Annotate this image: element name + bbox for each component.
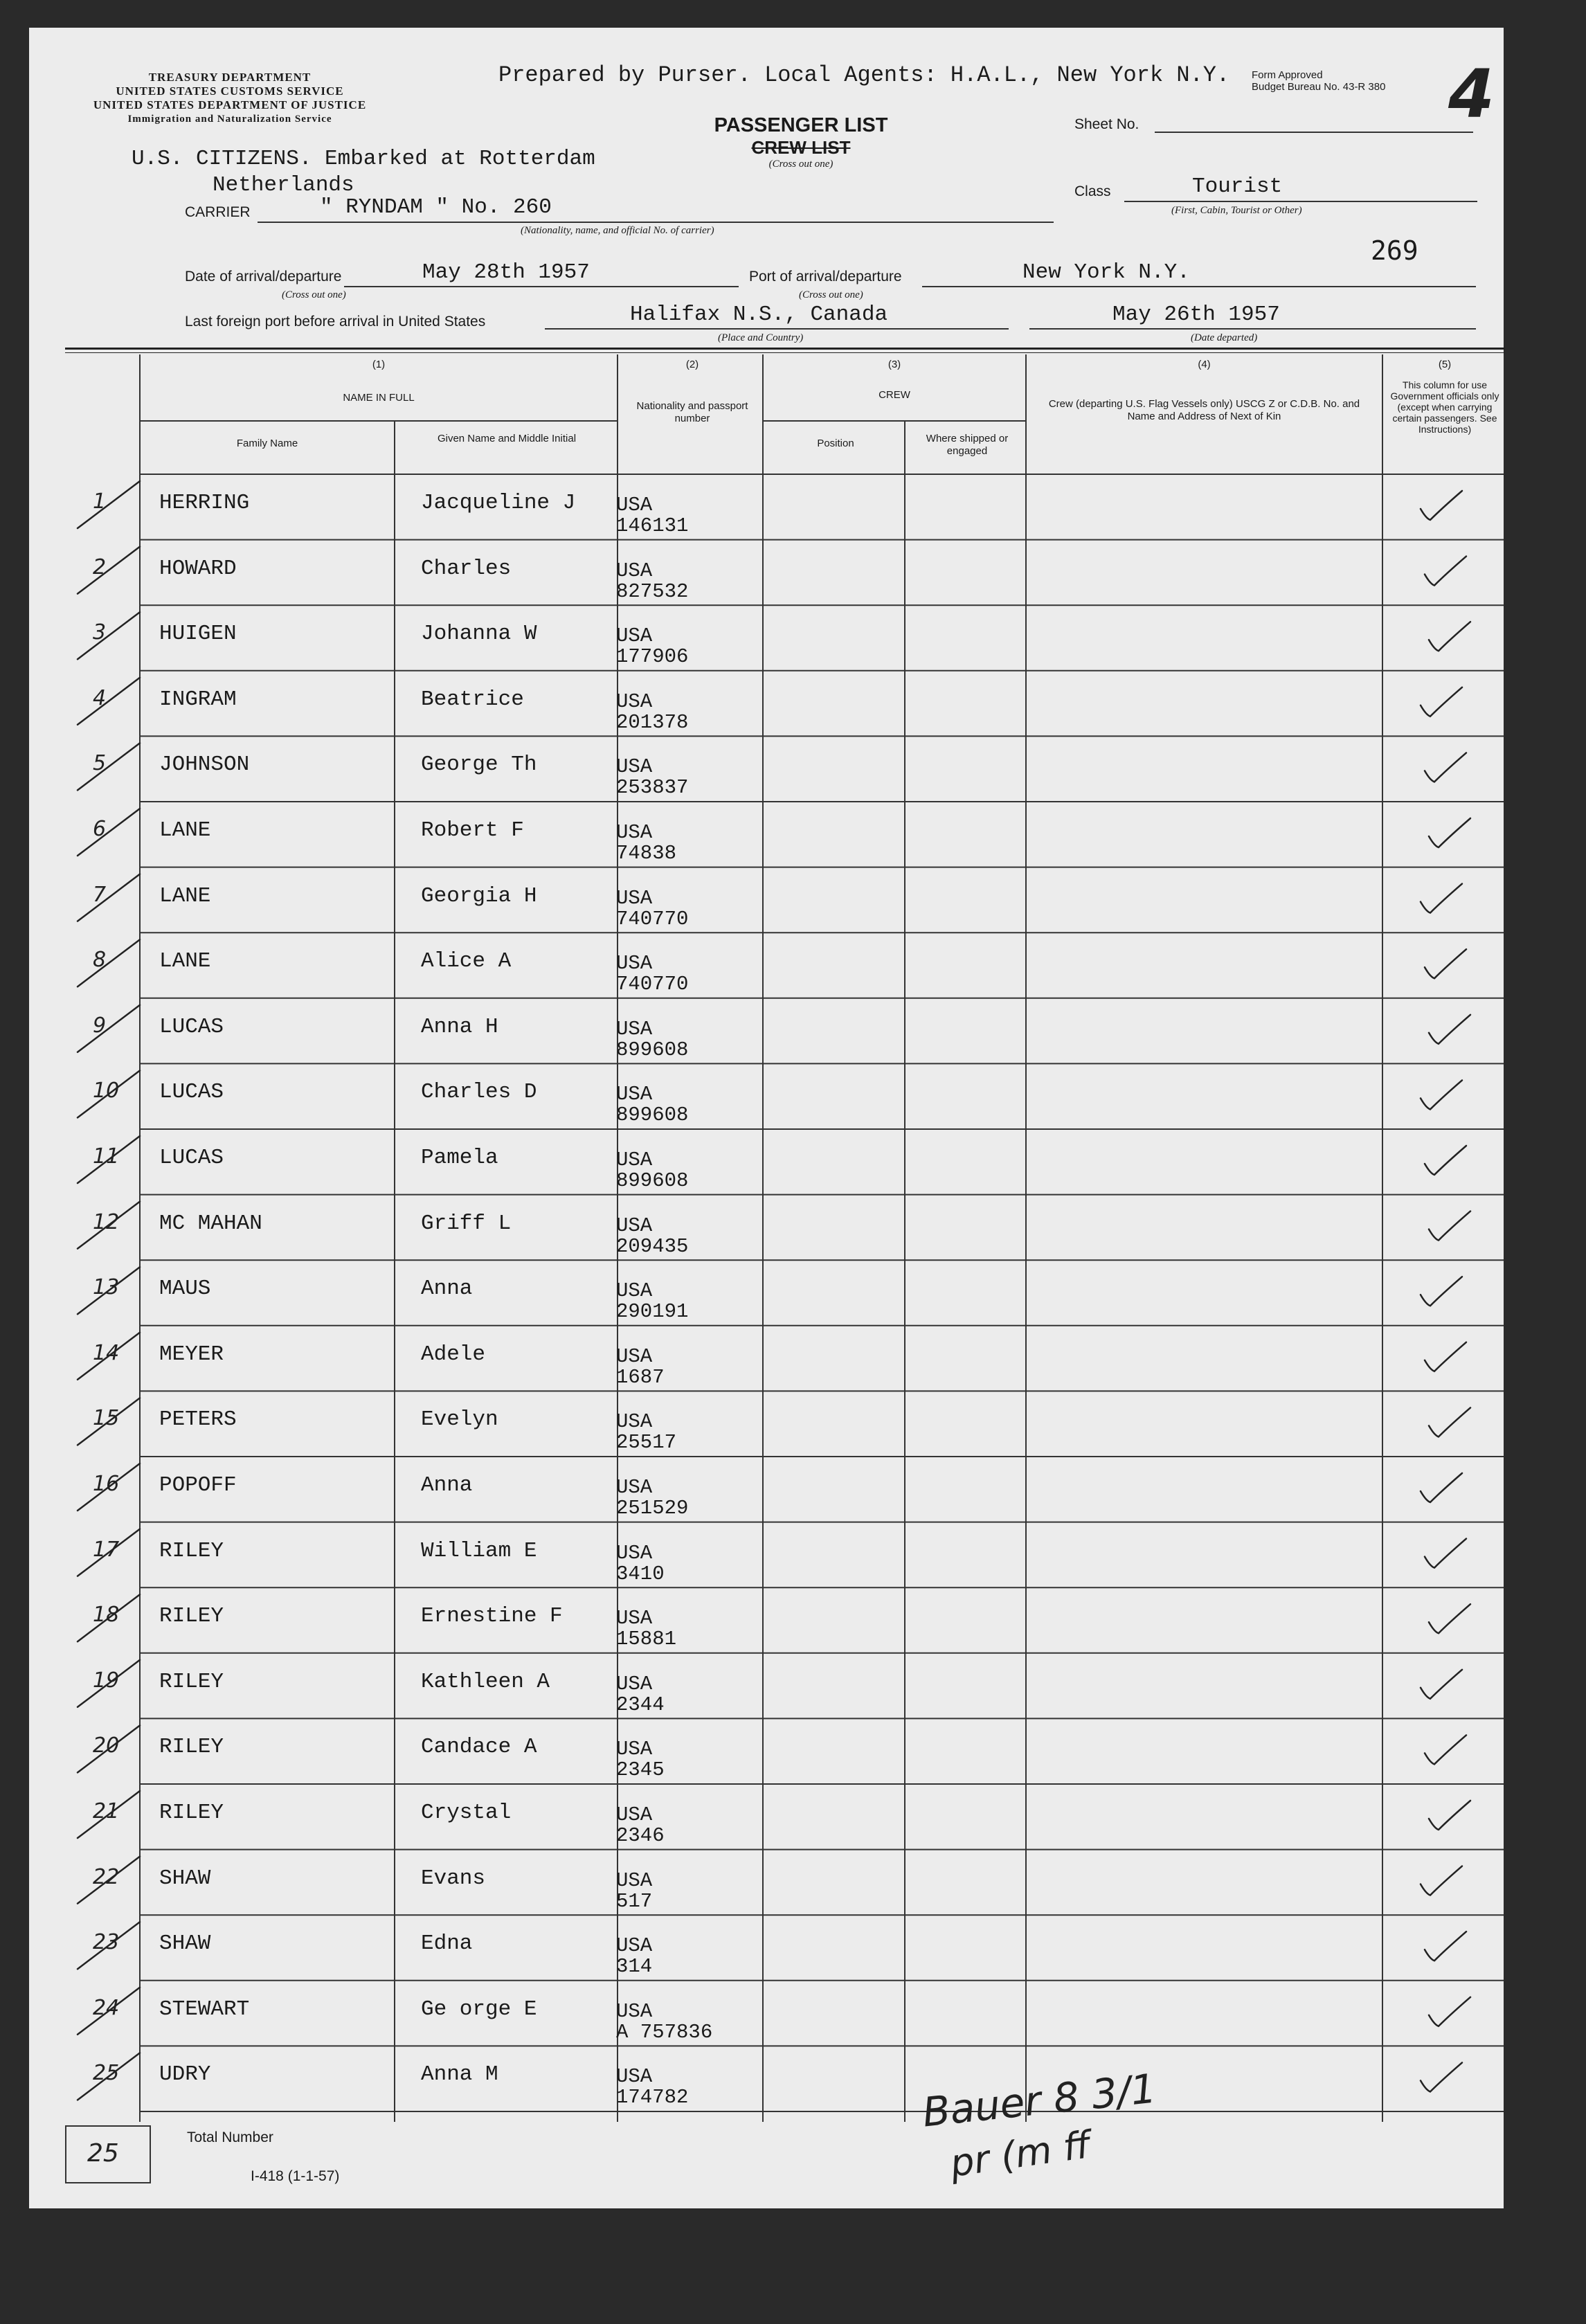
row-number: 14 (93, 1340, 120, 1365)
nationality: USA (616, 1214, 653, 1237)
cross-out-note-2: (Cross out one) (282, 289, 346, 300)
official-check-mark (1425, 1342, 1466, 1371)
row-number: 1 (93, 489, 107, 514)
cross-out-note-3: (Cross out one) (799, 289, 863, 300)
row-number: 17 (93, 1537, 120, 1562)
passenger-list-title: PASSENGER LIST (714, 114, 888, 136)
sheet-no-label: Sheet No. (1074, 116, 1139, 132)
row-number: 21 (93, 1799, 120, 1823)
given-name: Anna M (421, 2062, 498, 2087)
nationality: USA (616, 1279, 653, 1303)
passport-number: 146131 (616, 514, 689, 537)
family-name: RILEY (159, 1604, 224, 1629)
given-name: Alice A (421, 949, 512, 974)
official-check-mark (1421, 491, 1462, 520)
passport-number: 251529 (616, 1497, 689, 1520)
row-number: 3 (93, 620, 107, 645)
passport-number: 740770 (616, 973, 689, 996)
given-name: Beatrice (421, 687, 524, 712)
col1-number: (1) (372, 359, 386, 370)
official-check-mark (1421, 1473, 1462, 1502)
official-check-mark (1425, 1735, 1466, 1764)
official-check-mark (1425, 949, 1466, 978)
official-check-mark (1429, 1801, 1470, 1830)
official-check-mark (1421, 1670, 1462, 1699)
row-number: 25 (93, 2061, 120, 2086)
given-name: Anna (421, 1277, 473, 1301)
family-name: JOHNSON (159, 753, 250, 777)
embark-line-2: Netherlands (213, 173, 354, 197)
passport-number: 1687 (616, 1365, 665, 1389)
col4-title: Crew (departing U.S. Flag Vessels only) USCG Z or C.D.B. No. and Name and Address of Next of Kin (1048, 398, 1360, 422)
nationality: USA (616, 1476, 653, 1499)
last-port-label: Last foreign port before arrival in United States (185, 314, 486, 330)
family-name: UDRY (159, 2062, 211, 2087)
class-value: Tourist (1192, 174, 1283, 199)
given-name: Pamela (421, 1146, 498, 1170)
last-port-value: Halifax N.S., Canada (630, 303, 888, 327)
given-name: Charles D (421, 1080, 537, 1105)
row-tally-slash (78, 612, 140, 659)
passport-number: 174782 (616, 2086, 689, 2109)
date-departed-note: (Date departed) (1191, 332, 1258, 343)
row-tally-slash (78, 678, 140, 725)
given-name: Edna (421, 1931, 473, 1956)
passport-number: 517 (616, 1889, 653, 1913)
row-tally-slash (78, 547, 140, 594)
row-number: 16 (93, 1472, 120, 1496)
budget-bureau-text: Budget Bureau No. 43-R 380 (1252, 81, 1386, 93)
crew-list-struck: CREW LIST (751, 137, 851, 158)
row-number: 15 (93, 1406, 120, 1431)
official-check-mark (1421, 884, 1462, 913)
given-name: Candace A (421, 1735, 537, 1760)
family-name: INGRAM (159, 687, 237, 712)
official-check-mark (1429, 1015, 1470, 1044)
passport-number: 74838 (616, 842, 677, 865)
nationality: USA (616, 1672, 653, 1695)
family-name: HUIGEN (159, 622, 237, 647)
family-name: MEYER (159, 1342, 224, 1367)
row-number: 4 (93, 685, 107, 710)
class-label: Class (1074, 183, 1111, 199)
family-name: STEWART (159, 1997, 250, 2021)
nationality: USA (616, 952, 653, 975)
carrier-label: CARRIER (185, 204, 251, 220)
official-check-mark (1429, 818, 1470, 847)
passport-number: 314 (616, 1955, 653, 1979)
nationality: USA (616, 1868, 653, 1892)
official-check-mark (1425, 557, 1466, 586)
row-tally-slash (78, 939, 140, 987)
family-name-header: Family Name (236, 438, 298, 449)
given-name: Johanna W (421, 622, 537, 647)
col2-title: Nationality and passport number (636, 400, 748, 424)
official-check-mark (1429, 1407, 1470, 1436)
official-check-mark (1421, 2062, 1462, 2091)
official-check-mark (1421, 1080, 1462, 1109)
family-name: LUCAS (159, 1146, 224, 1170)
family-name: MAUS (159, 1277, 211, 1301)
row-tally-slash (78, 809, 140, 856)
row-number: 23 (93, 1930, 120, 1955)
given-name: Crystal (421, 1801, 512, 1825)
family-name: RILEY (159, 1669, 224, 1694)
passport-number: 2345 (616, 1758, 665, 1782)
row-tally-slash (78, 481, 140, 528)
passport-number: 899608 (616, 1169, 689, 1192)
col5-number: (5) (1438, 359, 1452, 370)
passport-number: 201378 (616, 710, 689, 734)
form-approved-text: Form Approved (1252, 69, 1323, 81)
given-name: Griff L (421, 1211, 512, 1236)
given-name: Jacqueline J (421, 491, 576, 515)
form-number: I-418 (1-1-57) (251, 2168, 340, 2184)
arrival-port-value: New York N.Y. (1022, 260, 1190, 285)
passport-number: 740770 (616, 907, 689, 930)
nationality: USA (616, 1607, 653, 1630)
row-number: 22 (93, 1864, 120, 1889)
passport-number: 827532 (616, 579, 689, 603)
family-name: RILEY (159, 1801, 224, 1825)
row-tally-slash (78, 1005, 140, 1052)
stamp-number: 269 (1371, 235, 1418, 266)
row-number: 12 (93, 1209, 120, 1234)
nationality: USA (616, 1410, 653, 1434)
nationality: USA (616, 1803, 653, 1826)
official-check-mark (1421, 1277, 1462, 1306)
official-check-mark (1425, 753, 1466, 782)
table-grid (29, 28, 1504, 2208)
family-name: LANE (159, 949, 211, 974)
given-name: Kathleen A (421, 1669, 550, 1694)
agency-line-2: UNITED STATES CUSTOMS SERVICE (116, 84, 344, 98)
given-name: William E (421, 1538, 537, 1563)
family-name: MC MAHAN (159, 1211, 262, 1236)
given-name: Charles (421, 556, 512, 581)
col3-number: (3) (887, 359, 901, 370)
nationality: USA (616, 494, 653, 516)
row-number: 7 (93, 882, 107, 907)
nationality: USA (616, 1738, 653, 1761)
official-check-mark (1425, 1539, 1466, 1568)
official-check-mark (1429, 1604, 1470, 1633)
col4-number: (4) (1198, 359, 1211, 370)
passport-number: 3410 (616, 1562, 665, 1585)
passport-number: 177906 (616, 645, 689, 669)
passport-number: 899608 (616, 1038, 689, 1061)
row-number: 6 (93, 817, 107, 841)
col2-number: (2) (685, 359, 699, 370)
arrival-date-label: Date of arrival/departure (185, 269, 342, 285)
total-count: 25 (87, 2139, 119, 2168)
official-check-mark (1421, 1866, 1462, 1895)
passport-number: 209435 (616, 1234, 689, 1258)
nationality: USA (616, 1541, 653, 1565)
col1-title: NAME IN FULL (343, 392, 415, 404)
total-box (65, 2125, 151, 2183)
nationality: USA (616, 624, 653, 648)
given-name: Georgia H (421, 883, 537, 908)
class-note: (First, Cabin, Tourist or Other) (1171, 205, 1302, 216)
nationality: USA (616, 1149, 653, 1171)
carrier-value: " RYNDAM " No. 260 (320, 195, 552, 219)
given-name: George Th (421, 753, 537, 777)
prepared-by: Prepared by Purser. Local Agents: H.A.L., New York N.Y. (498, 62, 1230, 88)
row-number: 11 (93, 1144, 120, 1169)
official-check-mark (1429, 1997, 1470, 2026)
nationality: USA (616, 886, 653, 910)
row-number: 19 (93, 1668, 120, 1693)
row-number: 5 (93, 751, 107, 776)
row-number: 13 (93, 1275, 120, 1300)
row-number: 24 (93, 1995, 120, 2020)
handwritten-note-2: pr (m ff (947, 2123, 1093, 2186)
given-name: Robert F (421, 818, 524, 843)
given-name: Ge orge E (421, 1997, 537, 2021)
official-check-mark (1429, 622, 1470, 651)
arrival-port-label: Port of arrival/departure (749, 269, 902, 285)
family-name: RILEY (159, 1538, 224, 1563)
nationality: USA (616, 1083, 653, 1106)
nationality: USA (616, 559, 653, 582)
official-check-mark (1421, 687, 1462, 717)
arrival-date-value: May 28th 1957 (422, 260, 590, 285)
agency-line-1: TREASURY DEPARTMENT (148, 71, 312, 84)
row-number: 18 (93, 1603, 120, 1628)
nationality: USA (616, 2065, 653, 2089)
family-name: SHAW (159, 1931, 211, 1956)
carrier-note: (Nationality, name, and official No. of carrier) (521, 225, 714, 236)
manifest-sheet (29, 28, 1504, 2208)
passport-number: 25517 (616, 1431, 677, 1454)
embark-line-1: U.S. CITIZENS. Embarked at Rotterdam (132, 147, 595, 171)
position-header: Position (817, 438, 854, 449)
row-number: 10 (93, 1079, 120, 1104)
official-check-mark (1425, 1931, 1466, 1961)
agency-line-4: Immigration and Naturalization Service (127, 114, 332, 125)
family-name: LANE (159, 883, 211, 908)
col5-title: This column for use Government officials only (except when carrying certain passengers. See Instructions) (1390, 379, 1499, 435)
family-name: SHAW (159, 1866, 211, 1891)
agency-line-3: UNITED STATES DEPARTMENT OF JUSTICE (93, 98, 367, 111)
passport-number: 253837 (616, 776, 689, 800)
family-name: HERRING (159, 491, 250, 515)
passport-number: 15881 (616, 1628, 677, 1651)
given-name: Anna H (421, 1014, 498, 1039)
official-check-mark (1425, 1146, 1466, 1175)
passport-number: 290191 (616, 1300, 689, 1324)
family-name: RILEY (159, 1735, 224, 1760)
row-number: 8 (93, 948, 107, 973)
family-name: LUCAS (159, 1080, 224, 1105)
total-label: Total Number (187, 2129, 273, 2145)
given-name: Adele (421, 1342, 486, 1367)
official-check-mark (1429, 1211, 1470, 1241)
row-tally-slash (78, 743, 140, 790)
passport-number: 899608 (616, 1104, 689, 1127)
nationality: USA (616, 1934, 653, 1958)
given-name: Ernestine F (421, 1604, 563, 1629)
passport-number: 2344 (616, 1693, 665, 1716)
row-number: 9 (93, 1013, 107, 1038)
passport-number: 2346 (616, 1824, 665, 1847)
given-name: Anna (421, 1473, 473, 1497)
nationality: USA (616, 1017, 653, 1041)
date-departed-value: May 26th 1957 (1112, 303, 1280, 327)
row-number: 2 (93, 555, 107, 579)
cross-out-note: (Cross out one) (768, 159, 833, 170)
family-name: POPOFF (159, 1473, 237, 1497)
given-name: Evans (421, 1866, 486, 1891)
family-name: HOWARD (159, 556, 237, 581)
passport-number: A 757836 (616, 2020, 713, 2044)
place-note: (Place and Country) (718, 332, 804, 343)
family-name: PETERS (159, 1407, 237, 1432)
nationality: USA (616, 755, 653, 779)
nationality: USA (616, 1344, 653, 1368)
row-tally-slash (78, 874, 140, 921)
given-name: Evelyn (421, 1407, 498, 1432)
nationality: USA (616, 821, 653, 844)
handwritten-note-1: Bauer 8 3/1 (920, 2064, 1159, 2136)
where-shipped-header: Where shipped or engaged (926, 433, 1009, 457)
sheet-number-handwritten: 4 (1448, 55, 1495, 133)
nationality: USA (616, 690, 653, 713)
given-name-header: Given Name and Middle Initial (437, 433, 577, 444)
col3-title: CREW (878, 389, 910, 401)
family-name: LUCAS (159, 1014, 224, 1039)
row-number: 20 (93, 1733, 120, 1758)
nationality: USA (616, 1999, 653, 2023)
family-name: LANE (159, 818, 211, 843)
